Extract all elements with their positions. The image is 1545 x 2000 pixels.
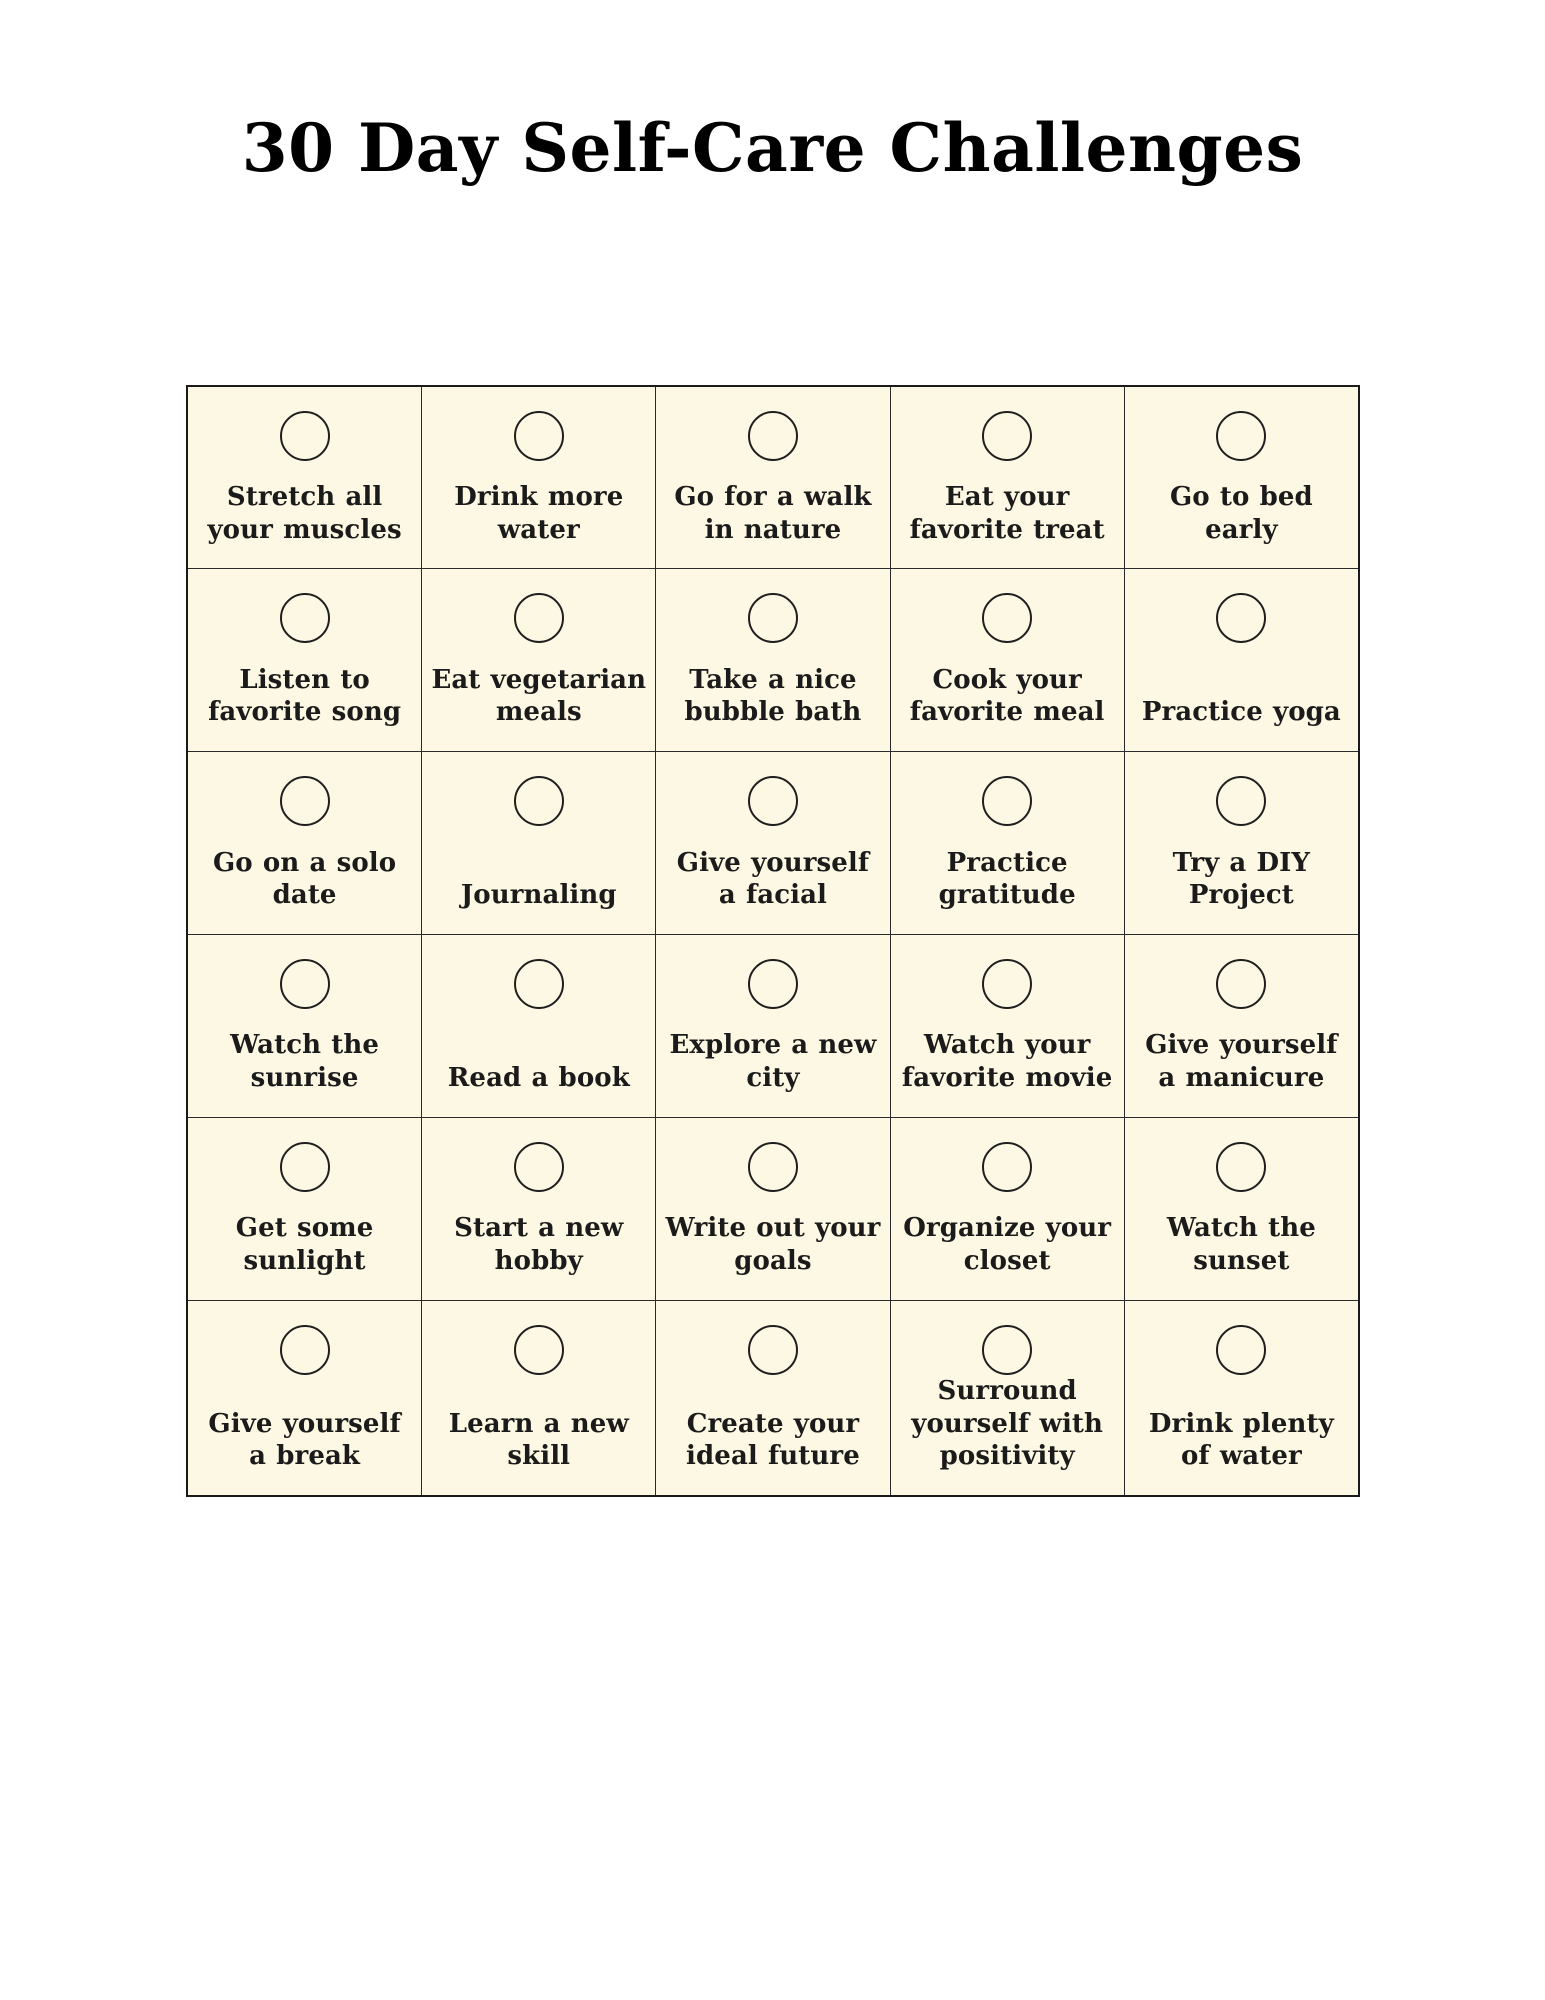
challenge-label: Eat your favorite treat <box>909 481 1105 545</box>
circle-checkbox-icon[interactable] <box>748 1325 798 1375</box>
circle-checkbox-icon[interactable] <box>748 411 798 461</box>
challenge-label: Watch the sunrise <box>230 1030 380 1094</box>
challenge-cell-content <box>422 752 655 934</box>
circle-checkbox-icon[interactable] <box>280 959 330 1009</box>
challenge-label: Get some sunlight <box>235 1213 374 1276</box>
challenge-cell-content <box>422 387 655 568</box>
challenge-cell[interactable] <box>890 569 1124 752</box>
circle-checkbox-icon[interactable] <box>514 1325 564 1375</box>
challenge-cell-content <box>188 387 421 568</box>
challenge-cell[interactable] <box>1124 935 1359 1118</box>
challenge-cell-content <box>1125 935 1358 1117</box>
challenge-cell[interactable] <box>1124 1300 1359 1496</box>
circle-checkbox-icon[interactable] <box>982 1325 1032 1375</box>
challenge-label: Give yourself a manicure <box>1145 1030 1338 1094</box>
challenge-cell-content <box>422 569 655 751</box>
challenge-label: Explore a new city <box>669 1030 877 1094</box>
challenge-cell-content <box>891 1118 1124 1300</box>
challenge-label: Drink more water <box>454 481 624 545</box>
circle-checkbox-icon[interactable] <box>514 776 564 826</box>
circle-checkbox-icon[interactable] <box>748 593 798 643</box>
circle-checkbox-icon[interactable] <box>280 1325 330 1375</box>
challenge-label: Drink plenty of water <box>1148 1408 1334 1472</box>
challenge-label: Give yourself a facial <box>676 847 870 911</box>
challenge-cell-content <box>891 569 1124 751</box>
challenge-row <box>187 1300 1359 1496</box>
circle-checkbox-icon[interactable] <box>748 959 798 1009</box>
challenge-label: Try a DIY Project <box>1172 847 1311 911</box>
challenge-cell-content <box>1125 387 1358 568</box>
challenge-cell-content <box>656 569 889 751</box>
challenge-label: Journaling <box>460 880 617 911</box>
challenge-label: Go on a solo date <box>212 847 397 911</box>
challenge-cell[interactable] <box>187 752 422 935</box>
challenge-row <box>187 752 1359 935</box>
challenge-cell[interactable] <box>656 386 890 569</box>
challenge-cell[interactable] <box>656 1300 890 1496</box>
circle-checkbox-icon[interactable] <box>1216 776 1266 826</box>
challenge-label: Watch the sunset <box>1166 1213 1316 1276</box>
circle-checkbox-icon[interactable] <box>514 959 564 1009</box>
challenge-grid-body <box>187 386 1359 1496</box>
challenge-cell[interactable] <box>187 935 422 1118</box>
challenge-label: Write out your goals <box>665 1213 881 1276</box>
challenge-cell[interactable] <box>187 569 422 752</box>
challenge-cell-content <box>1125 752 1358 934</box>
challenge-cell[interactable] <box>656 935 890 1118</box>
challenge-label: Go for a walk in nature <box>674 481 872 545</box>
challenge-cell-content <box>422 1118 655 1300</box>
challenge-label: Create your ideal future <box>686 1408 860 1472</box>
challenge-label: Practice gratitude <box>938 847 1076 911</box>
challenge-cell[interactable] <box>1124 1117 1359 1300</box>
challenge-cell[interactable] <box>1124 569 1359 752</box>
challenge-cell-content <box>656 387 889 568</box>
circle-checkbox-icon[interactable] <box>1216 1142 1266 1192</box>
circle-checkbox-icon[interactable] <box>514 411 564 461</box>
challenge-label: Stretch all your muscles <box>207 481 402 545</box>
circle-checkbox-icon[interactable] <box>982 776 1032 826</box>
circle-checkbox-icon[interactable] <box>982 593 1032 643</box>
challenge-cell[interactable] <box>187 1117 422 1300</box>
challenge-cell[interactable] <box>422 386 656 569</box>
challenge-label: Take a nice bubble bath <box>684 664 862 728</box>
circle-checkbox-icon[interactable] <box>1216 1325 1266 1375</box>
challenge-label: Eat vegetarian meals <box>431 664 647 728</box>
challenge-cell-content <box>188 935 421 1117</box>
challenge-label: Surround yourself with positivity <box>911 1375 1104 1472</box>
challenge-row <box>187 569 1359 752</box>
circle-checkbox-icon[interactable] <box>280 1142 330 1192</box>
circle-checkbox-icon[interactable] <box>748 1142 798 1192</box>
challenge-cell-content <box>188 569 421 751</box>
challenge-grid-table <box>186 385 1360 1497</box>
page-title: 30 Day Self-Care Challenges <box>241 109 1304 187</box>
challenge-cell[interactable] <box>1124 386 1359 569</box>
circle-checkbox-icon[interactable] <box>1216 959 1266 1009</box>
challenge-cell[interactable] <box>422 752 656 935</box>
challenge-cell[interactable] <box>422 569 656 752</box>
challenge-row <box>187 1117 1359 1300</box>
challenge-cell-content <box>188 1301 421 1495</box>
circle-checkbox-icon[interactable] <box>982 1142 1032 1192</box>
challenge-cell[interactable] <box>656 569 890 752</box>
circle-checkbox-icon[interactable] <box>748 776 798 826</box>
challenge-cell-content <box>891 1301 1124 1495</box>
challenge-label: Read a book <box>447 1063 630 1094</box>
challenge-label: Give yourself a break <box>208 1408 401 1472</box>
circle-checkbox-icon[interactable] <box>280 411 330 461</box>
challenge-cell-content <box>656 752 889 934</box>
challenge-cell[interactable] <box>890 1300 1124 1496</box>
circle-checkbox-icon[interactable] <box>982 959 1032 1009</box>
challenge-cell-content <box>188 1118 421 1300</box>
challenge-cell[interactable] <box>890 1117 1124 1300</box>
challenge-grid <box>186 385 1360 1497</box>
challenge-cell-content <box>1125 1118 1358 1300</box>
challenge-cell-content <box>891 935 1124 1117</box>
challenge-cell[interactable] <box>187 1300 422 1496</box>
circle-checkbox-icon[interactable] <box>514 593 564 643</box>
circle-checkbox-icon[interactable] <box>514 1142 564 1192</box>
challenge-cell[interactable] <box>422 935 656 1118</box>
challenge-cell[interactable] <box>1124 752 1359 935</box>
challenge-label: Start a new hobby <box>454 1213 624 1276</box>
challenge-label: Learn a new skill <box>448 1408 629 1472</box>
circle-checkbox-icon[interactable] <box>1216 593 1266 643</box>
challenge-cell[interactable] <box>890 386 1124 569</box>
challenge-cell-content <box>1125 569 1358 751</box>
challenge-cell-content <box>891 387 1124 568</box>
challenge-cell[interactable] <box>422 1117 656 1300</box>
challenge-label: Cook your favorite meal <box>909 664 1105 728</box>
circle-checkbox-icon[interactable] <box>982 411 1032 461</box>
challenge-cell-content <box>656 935 889 1117</box>
challenge-cell[interactable] <box>890 752 1124 935</box>
challenge-label: Practice yoga <box>1141 697 1341 728</box>
circle-checkbox-icon[interactable] <box>280 776 330 826</box>
challenge-cell[interactable] <box>656 1117 890 1300</box>
challenge-cell[interactable] <box>890 935 1124 1118</box>
circle-checkbox-icon[interactable] <box>280 593 330 643</box>
challenge-cell-content <box>656 1301 889 1495</box>
challenge-cell[interactable] <box>422 1300 656 1496</box>
challenge-row <box>187 386 1359 569</box>
challenge-cell-content <box>1125 1301 1358 1495</box>
challenge-cell[interactable] <box>187 386 422 569</box>
challenge-label: Watch your favorite movie <box>901 1030 1113 1094</box>
challenge-label: Listen to favorite song <box>208 664 402 728</box>
challenge-cell[interactable] <box>656 752 890 935</box>
challenge-label: Go to bed early <box>1169 481 1313 545</box>
challenge-cell-content <box>656 1118 889 1300</box>
challenge-cell-content <box>422 935 655 1117</box>
challenge-cell-content <box>891 752 1124 934</box>
challenge-row <box>187 935 1359 1118</box>
challenge-cell-content <box>422 1301 655 1495</box>
circle-checkbox-icon[interactable] <box>1216 411 1266 461</box>
challenge-label: Organize your closet <box>903 1213 1112 1276</box>
challenge-cell-content <box>188 752 421 934</box>
